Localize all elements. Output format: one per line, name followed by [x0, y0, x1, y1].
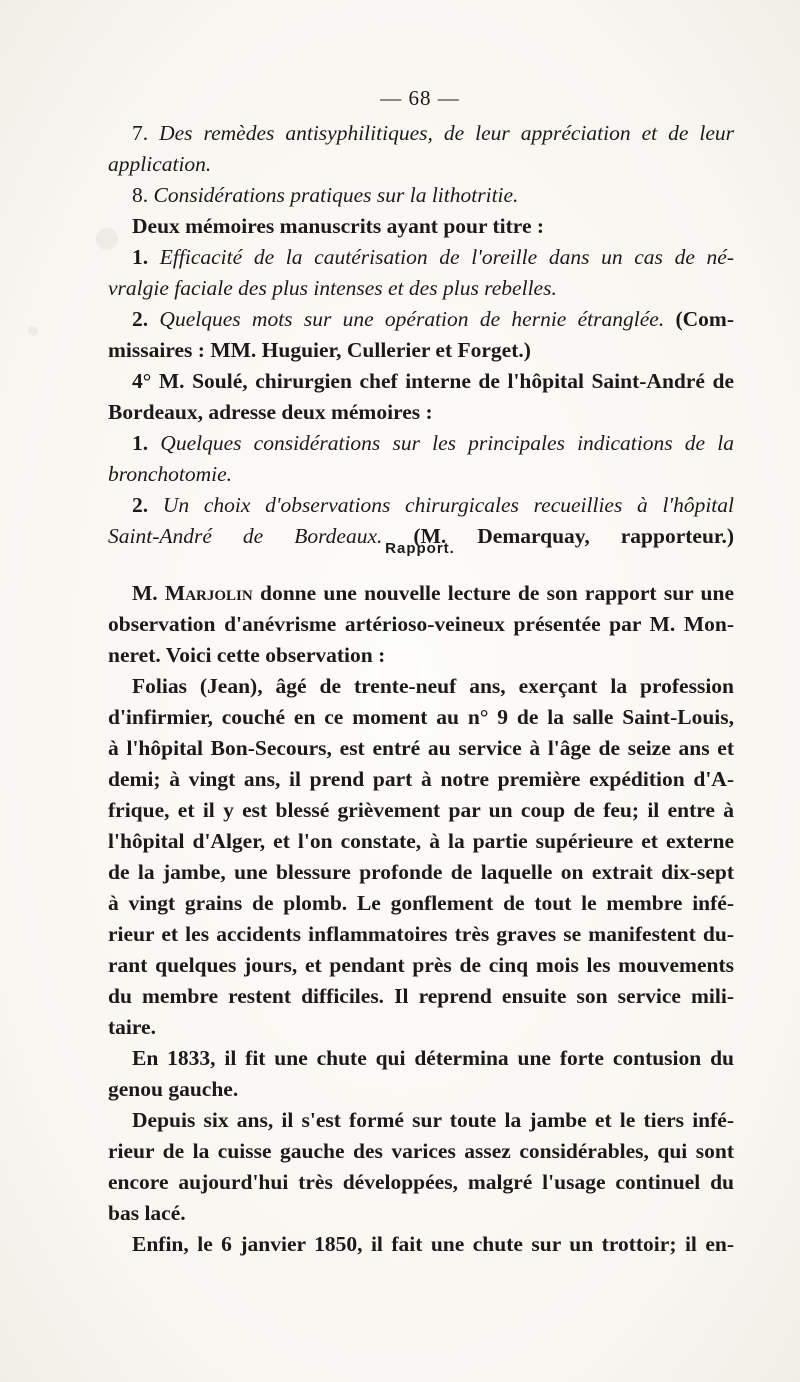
manuscript-item-2 — [108, 304, 734, 335]
report-p4-line: bas lacé. — [108, 1201, 186, 1225]
manuscript-item-1-continued — [108, 273, 734, 304]
soule-line-1: 4° M. Soulé, chirurgien chef interne de l'hôpital Saint-André de — [132, 369, 734, 393]
report-p2-line: du membre restent difficiles. Il reprend ensuite son service mili- — [108, 984, 734, 1008]
report-p1-prefix: M. — [132, 581, 158, 605]
soule-item-2 — [108, 490, 734, 521]
report-p2-line: rant quelques jours, et pendant près de cinq mois les mouvements — [108, 953, 734, 977]
item-title-continued: Saint-André de Bordeaux. — [108, 524, 383, 548]
report-p2-line: à l'hôpital Bon-Secours, est entré au service à l'âge de seize ans et — [108, 736, 734, 760]
text-block-top — [108, 118, 734, 552]
item-title: Quelques considérations sur les principales indications de la — [160, 431, 734, 455]
manuscripts-intro: Deux mémoires manuscrits ayant pour titre : — [132, 214, 545, 238]
report-p3-line: genou gauche. — [108, 1077, 239, 1101]
report-p1-rest: donne une nouvelle lecture de son rapport sur une — [259, 581, 735, 605]
report-p3-line: En 1833, il fit une chute qui détermina une forte contusion du — [132, 1046, 734, 1070]
text-block-report — [108, 578, 734, 1260]
section-heading: Rapport. — [385, 540, 455, 557]
report-p2-line: Folias (Jean), âgé de trente-neuf ans, exerçant la profession — [132, 674, 734, 698]
report-p2-line: de la jambe, une blessure profonde de laquelle on extrait dix-sept — [108, 860, 734, 884]
item-number: 1. — [132, 431, 149, 455]
item-number: 7. — [132, 121, 149, 145]
list-item-7 — [108, 118, 734, 149]
item-number: 2. — [132, 493, 149, 517]
report-p4-line: rieur de la cuisse gauche des varices assez considérables, qui sont — [108, 1139, 734, 1163]
report-p1-line-3: neret. Voici cette observation : — [108, 643, 386, 667]
soule-item-1 — [108, 428, 734, 459]
item-tail: (Com- — [675, 307, 735, 331]
report-p2-line: frique, et il y est blessé grièvement par un coup de feu; il entre à — [108, 798, 734, 822]
author-name: Marjolin — [164, 581, 253, 605]
report-p2-line: à vingt grains de plomb. Le gonflement de tout le membre infé- — [108, 891, 734, 915]
report-p1-line-2: observation d'anévrisme artérioso-veineux présentée par M. Mon- — [108, 612, 734, 636]
report-p4-line: Depuis six ans, il s'est formé sur toute la jambe et le tiers infé- — [132, 1108, 734, 1132]
commissaires-line: missaires : MM. Huguier, Cullerier et Forget.) — [108, 338, 531, 362]
page-number: — 68 — — [380, 86, 460, 110]
list-item-8 — [108, 180, 734, 211]
report-p1-line-1 — [108, 578, 734, 609]
report-p2-line: taire. — [108, 1015, 156, 1039]
soule-item-1-continued — [108, 459, 734, 490]
report-p5-line: Enfin, le 6 janvier 1850, il fait une chute sur un trottoir; il en- — [132, 1232, 734, 1256]
report-p2-line: demi; à vingt ans, il prend part à notre première expédition d'A- — [108, 767, 734, 791]
paper-stain — [28, 326, 38, 336]
list-item-7-continued — [108, 149, 734, 180]
item-number: 8. — [132, 183, 149, 207]
report-p4-line: encore aujourd'hui très développées, malgré l'usage continuel du — [108, 1170, 734, 1194]
item-number: 1. — [132, 245, 149, 269]
item-title: Quelques mots sur une opération de hernie étranglée. — [159, 307, 665, 331]
soule-line-2: Bordeaux, adresse deux mémoires : — [108, 400, 433, 424]
item-title: Efficacité de la cautérisation de l'oreille dans un cas de né- — [159, 245, 734, 269]
report-p2-line: rieur et les accidents inflammatoires très graves se manifestent du- — [108, 922, 734, 946]
item-title-continued: vralgie faciale des plus intenses et des plus rebelles. — [108, 276, 557, 300]
report-p2-line: l'hôpital d'Alger, et l'on constate, à la partie supérieure et externe — [108, 829, 734, 853]
item-number: 2. — [132, 307, 149, 331]
item-title: Un choix d'observations chirurgicales recueillies à l'hôpital — [162, 493, 734, 517]
rapporteur-note: (M. Demarquay, rapporteur.) — [413, 524, 735, 548]
item-title: Des remèdes antisyphilitiques, de leur appréciation et de leur — [159, 121, 734, 145]
item-title-continued: application. — [108, 152, 212, 176]
item-title-continued: bronchotomie. — [108, 462, 233, 486]
item-title: Considérations pratiques sur la lithotritie. — [153, 183, 519, 207]
manuscript-item-1 — [108, 242, 734, 273]
report-p2-line: d'infirmier, couché en ce moment au n° 9 de la salle Saint-Louis, — [108, 705, 734, 729]
